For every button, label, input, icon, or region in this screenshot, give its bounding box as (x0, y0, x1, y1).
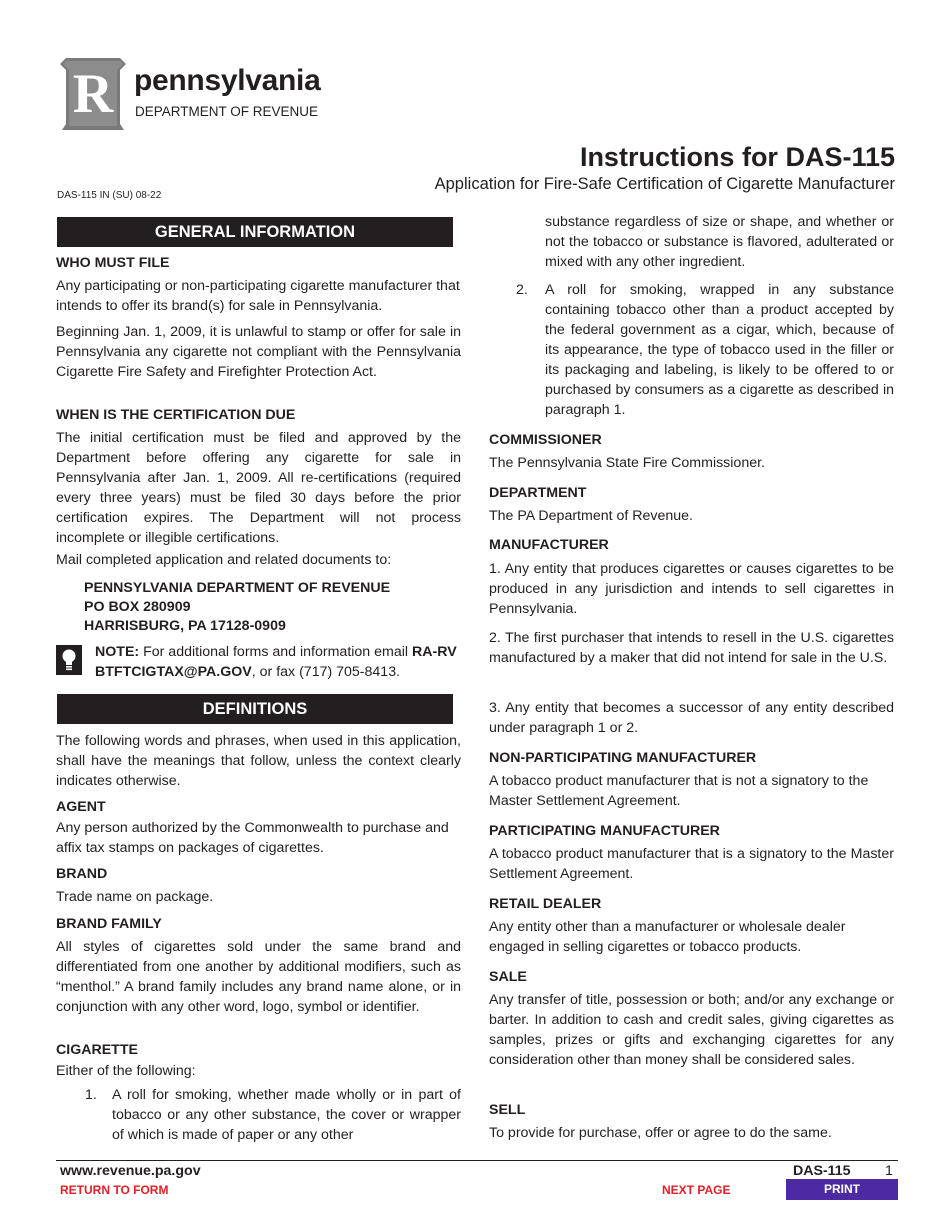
general-information-bar: GENERAL INFORMATION (57, 217, 453, 247)
note-text: For additional forms and information email (139, 644, 412, 660)
brand-family-heading: BRAND FAMILY (56, 916, 162, 932)
retail-dealer-text: Any entity other than a manufacturer or wholesale dealer engaged in selling cigarettes or tobacco products. (489, 919, 846, 955)
participating-text: A tobacco product manufacturer that is a signatory to the Master Settlement Agreement. (489, 846, 894, 882)
manufacturer-para-1: 1. Any entity that produces cigarettes or causes cigarettes to be produced in any jurisdiction and intends to sell cigarettes in Pennsylvania. (489, 561, 894, 617)
when-due-heading: WHEN IS THE CERTIFICATION DUE (56, 407, 296, 423)
manufacturer-para-2: 2. The first purchaser that intends to resell in the U.S. cigarettes manufactured by a maker that did not intend for sale in the U.S. (489, 630, 894, 666)
mail-intro: Mail completed application and related documents to: (56, 552, 392, 568)
non-participating-heading: NON-PARTICIPATING MANUFACTURER (489, 750, 757, 766)
definitions-bar: DEFINITIONS (57, 694, 453, 724)
retail-dealer-heading: RETAIL DEALER (489, 896, 602, 912)
when-due-text: The initial certification must be filed and approved by the Department before offering any cigarette for sale in Pennsylvania after Jan. 1, 2009. All re-certifications (required every three years) must be filed 30 days before the prior certification expires. The Department will not process incomplete or illegible certifications. (56, 430, 461, 546)
footer-form: DAS-115 (793, 1163, 851, 1179)
footer-rule (56, 1160, 898, 1161)
department-text: The PA Department of Revenue. (489, 508, 693, 524)
cigarette-intro: Either of the following: (56, 1063, 196, 1079)
note-email-link[interactable]: RA-RVBTFTCIGTAX@PA.GOV (95, 644, 457, 680)
brand-heading: BRAND (56, 866, 108, 882)
agent-text: Any person authorized by the Commonwealth to purchase and affix tax stamps on packages of cigarettes. (56, 820, 449, 856)
note-label: NOTE: (95, 644, 140, 660)
lightbulb-icon (56, 645, 82, 675)
logo-dept: DEPARTMENT OF REVENUE (135, 104, 319, 119)
address-line-1: PENNSYLVANIA DEPARTMENT OF REVENUE (84, 580, 391, 596)
sell-text: To provide for purchase, offer or agree to do the same. (489, 1125, 832, 1141)
return-to-form-link[interactable]: RETURN TO FORM (60, 1183, 169, 1197)
non-participating-text: A tobacco product manufacturer that is not a signatory to the Master Settlement Agreement. (489, 773, 869, 809)
page-title: Instructions for DAS-115 (579, 142, 895, 172)
address-line-2: PO BOX 280909 (84, 599, 191, 615)
who-must-file-heading: WHO MUST FILE (56, 255, 170, 271)
note (95, 642, 465, 682)
brand-text: Trade name on package. (56, 889, 214, 905)
brand-family-text: All styles of cigarettes sold under the same brand and differentiated from one another by additional modifiers, such as “menthol.” A brand family includes any brand name alone, or in conjunction with any other word, logo, symbol or identifier. (56, 939, 461, 1015)
cigarette-item-1-continued: substance regardless of size or shape, and whether or not the tobacco or substance is flavored, adulterated or mixed with any other ingredient. (545, 214, 894, 270)
form-code: DAS-115 IN (SU) 08-22 (57, 190, 162, 201)
commissioner-text: The Pennsylvania State Fire Commissioner. (489, 455, 765, 471)
participating-heading: PARTICIPATING MANUFACTURER (489, 823, 720, 839)
next-page-link[interactable]: NEXT PAGE (662, 1183, 731, 1197)
definitions-intro: The following words and phrases, when used in this application, shall have the meanings that follow, unless the context clearly indicates otherwise. (56, 733, 461, 789)
print-button[interactable]: PRINT (786, 1179, 898, 1200)
cigarette-item-2-text: A roll for smoking, wrapped in any substance containing tobacco other than a product accepted by the federal government as a cigar, which, because of its appearance, the type of tobacco used in the filler or its packaging and labeling, is likely to be offered to or purchased by consumers as a cigarette as described in paragraph 1. (545, 282, 894, 418)
address-line-3: HARRISBURG, PA 17128-0909 (84, 618, 286, 634)
footer-website: www.revenue.pa.gov (60, 1163, 201, 1179)
footer-page-number: 1 (885, 1163, 893, 1179)
cigarette-heading: CIGARETTE (56, 1042, 138, 1058)
cigarette-item-1-text: A roll for smoking, whether made wholly or in part of tobacco or any other substance, the cover or wrapper of which is made of paper or any other (112, 1087, 461, 1143)
sell-heading: SELL (489, 1102, 526, 1118)
agent-heading: AGENT (56, 799, 106, 815)
who-must-file-text: Any participating or non-participating cigarette manufacturer that intends to offer its brand(s) for sale in Pennsylvania. (56, 278, 460, 314)
manufacturer-heading: MANUFACTURER (489, 537, 609, 553)
note-tail: , or fax (717) 705-8413. (251, 664, 401, 680)
who-must-file-text-2: Beginning Jan. 1, 2009, it is unlawful to stamp or offer for sale in Pennsylvania any cigarette not compliant with the Pennsylvania Cigarette Fire Safety and Firefighter Protection Act. (56, 324, 461, 380)
manufacturer-para-3: 3. Any entity that becomes a successor of any entity described under paragraph 1 or 2. (489, 700, 894, 736)
page-subtitle: Application for Fire-Safe Certification of Cigarette Manufacturer (434, 175, 895, 193)
cigarette-item-1-number: 1. (85, 1087, 97, 1103)
sale-text: Any transfer of title, possession or both; and/or any exchange or barter. In addition to cash and credit sales, giving cigarettes as samples, prizes or gifts and exchanging cigarettes for any consideration other than money shall be considered sales. (489, 992, 894, 1068)
logo (60, 58, 350, 132)
cigarette-item-2-number: 2. (516, 282, 528, 298)
department-heading: DEPARTMENT (489, 485, 587, 501)
logo-name: pennsylvania (134, 64, 321, 97)
logo-letter: R (72, 63, 114, 125)
commissioner-heading: COMMISSIONER (489, 432, 602, 448)
sale-heading: SALE (489, 969, 527, 985)
